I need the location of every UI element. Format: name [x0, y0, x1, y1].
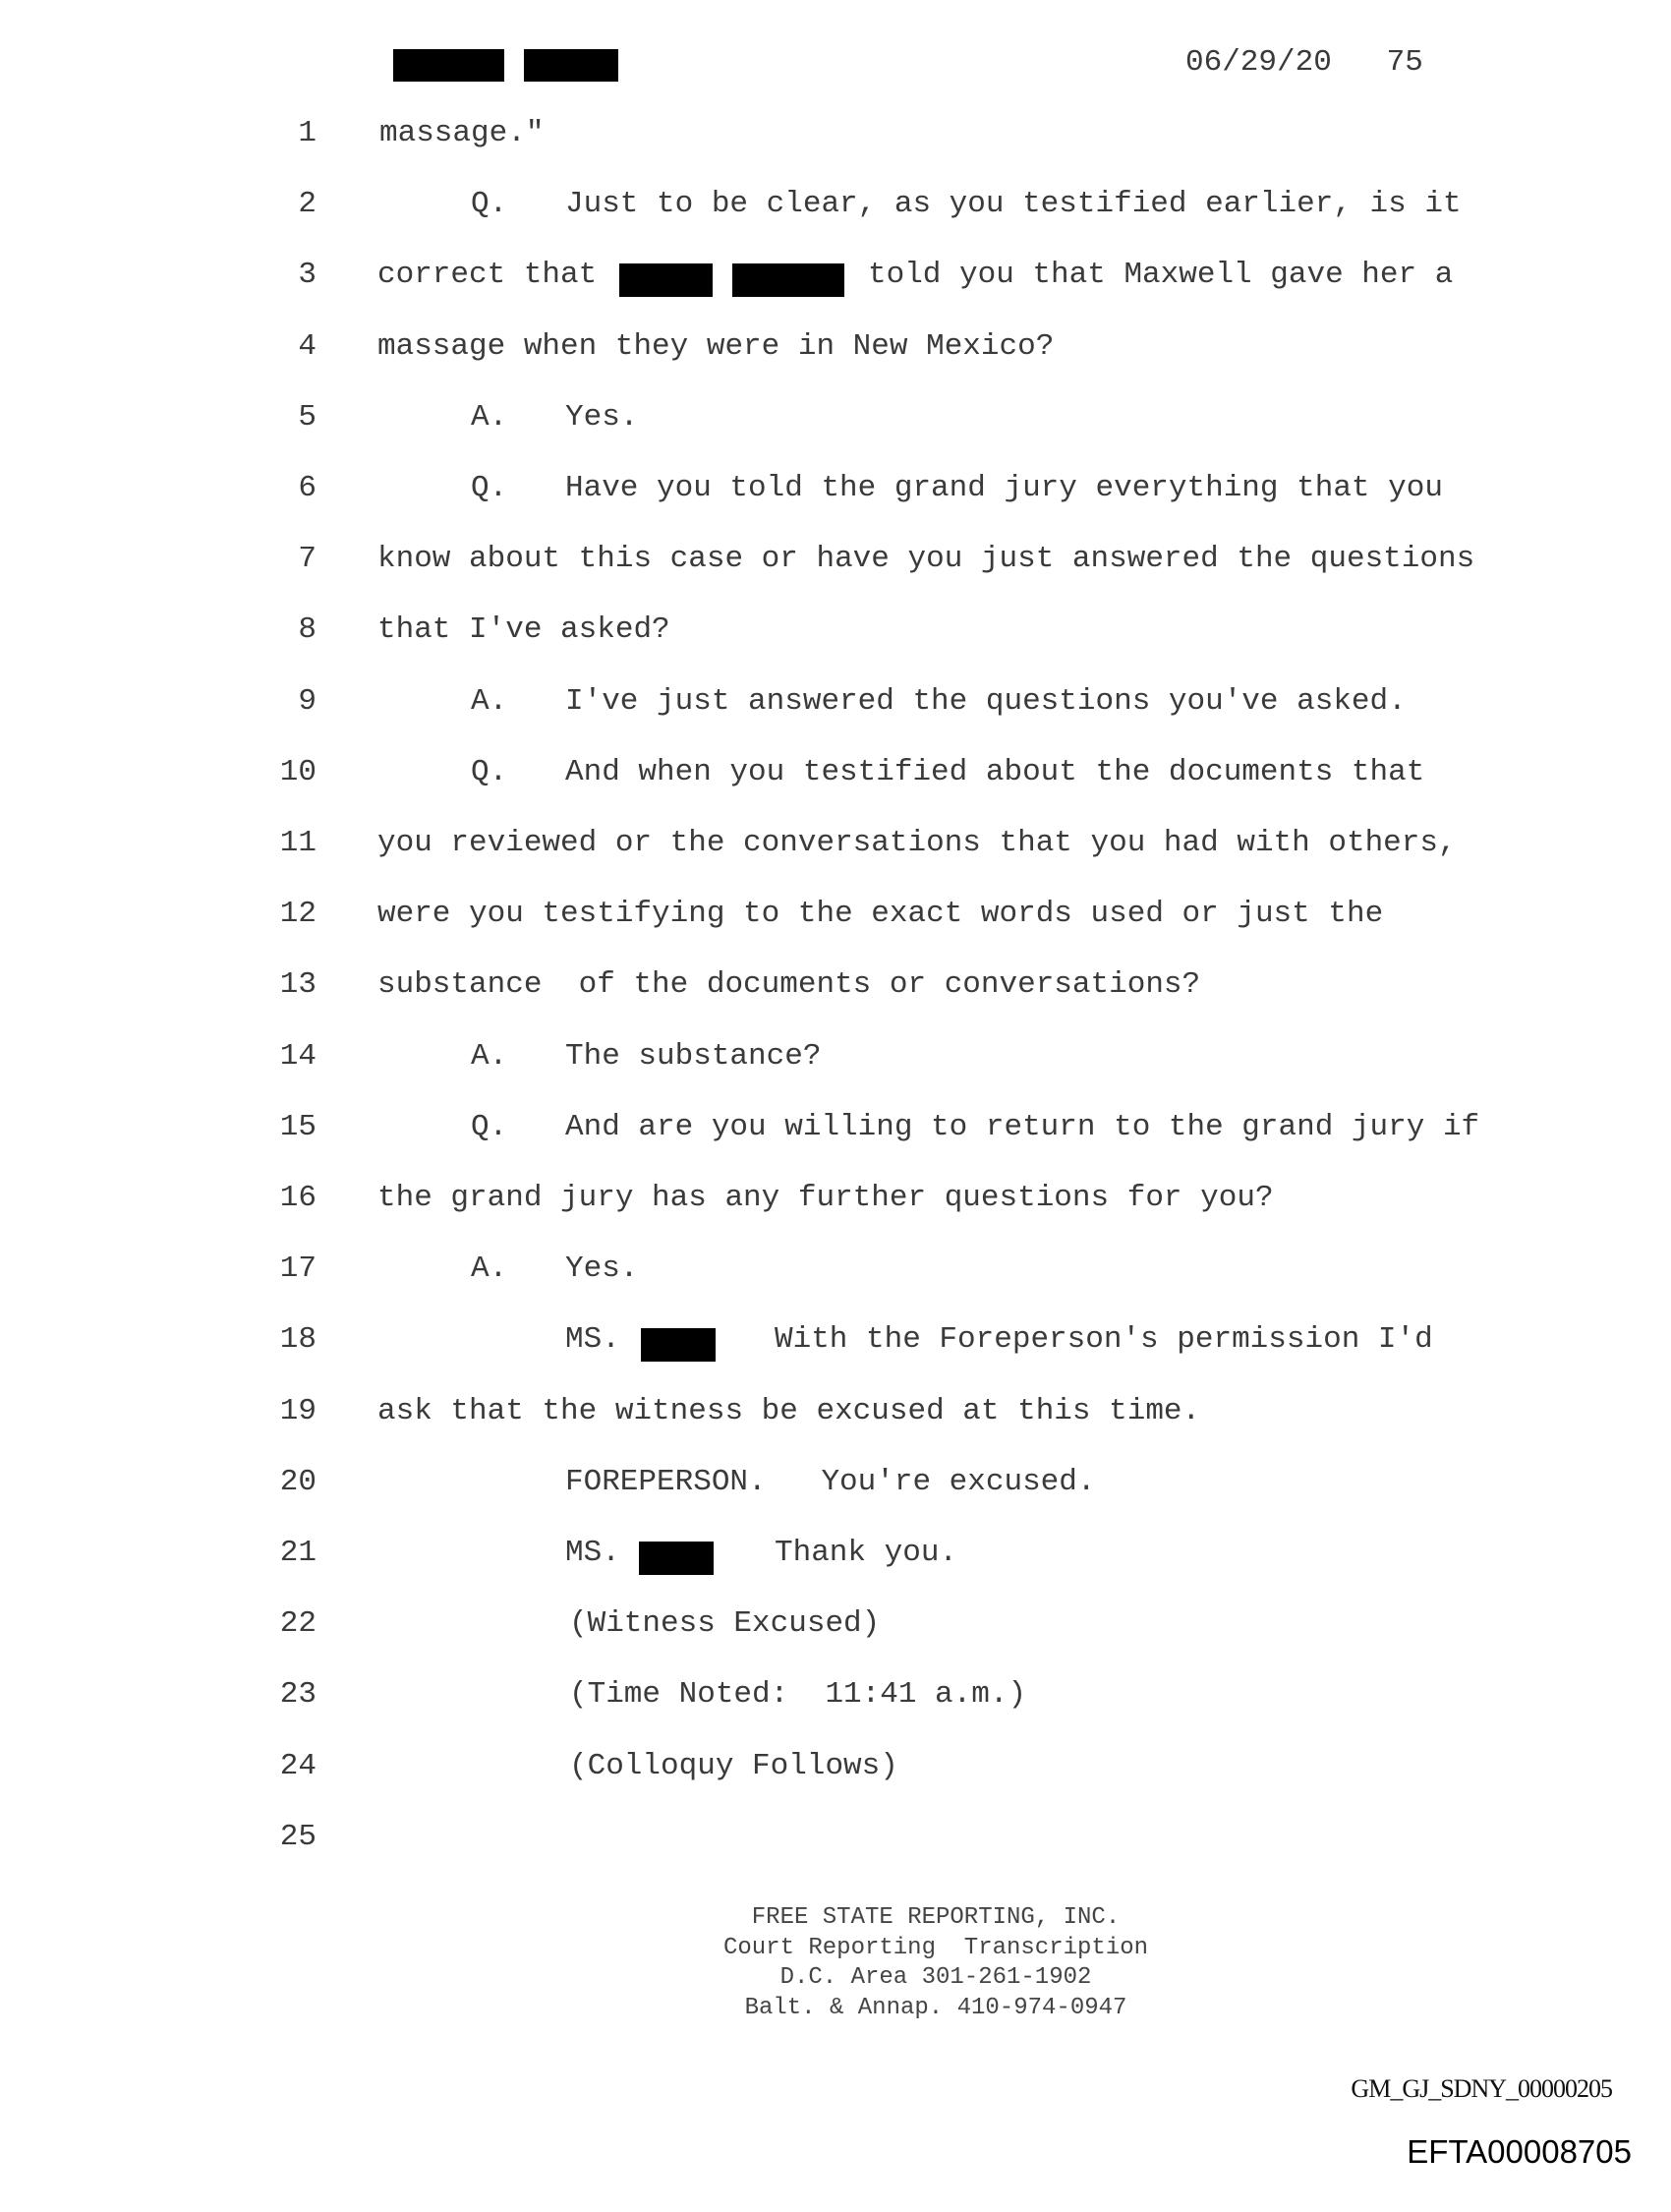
- transcript-line: [0, 967, 1671, 1017]
- line-number: 7: [298, 542, 317, 577]
- footer-dc-phone: D.C. Area 301-261-1902: [779, 1964, 1092, 1991]
- transcript-line: [0, 1749, 1671, 1798]
- line-number: 6: [298, 471, 317, 505]
- line-number: 13: [279, 967, 317, 1003]
- line-number: 22: [279, 1606, 317, 1642]
- redaction-box: [641, 1328, 716, 1362]
- transcript-line: [0, 116, 1671, 165]
- line-text: I've just answered the questions you've asked.: [565, 683, 1407, 719]
- line-number: 21: [279, 1536, 317, 1570]
- line-number: 10: [279, 754, 317, 789]
- line-text: (Time Noted: 11:41 a.m.): [569, 1677, 1027, 1713]
- line-text: Q.: [471, 471, 508, 505]
- transcript-line: [0, 1181, 1671, 1230]
- line-number: 18: [279, 1322, 317, 1358]
- line-number: 9: [298, 683, 317, 719]
- line-text: Q.: [471, 1109, 508, 1144]
- line-text: told you that Maxwell gave her a: [868, 258, 1454, 293]
- line-text: And when you testified about the documents that: [565, 754, 1425, 789]
- line-text: that I've asked?: [377, 612, 670, 648]
- line-number: 12: [279, 897, 317, 932]
- line-text: A.: [471, 399, 508, 435]
- line-number: 4: [298, 328, 317, 364]
- line-text: FOREPERSON. You're excused.: [565, 1464, 1096, 1499]
- line-text: Just to be clear, as you testified earlier, is it: [565, 187, 1462, 222]
- line-text: Have you told the grand jury everything that you: [565, 471, 1443, 505]
- line-text: MS.: [565, 1536, 620, 1570]
- redaction-box: [619, 263, 713, 297]
- efta-number: EFTA00008705: [1407, 2133, 1632, 2170]
- line-number: 8: [298, 612, 317, 648]
- line-number: 14: [279, 1038, 317, 1074]
- transcript-line: [0, 755, 1671, 804]
- transcript-line: [0, 1394, 1671, 1443]
- line-text: Yes.: [565, 1252, 639, 1287]
- line-number: 19: [279, 1393, 317, 1428]
- line-text: ask that the witness be excused at this time.: [377, 1393, 1201, 1428]
- line-text: MS.: [565, 1322, 620, 1358]
- footer-company: FREE STATE REPORTING, INC.: [751, 1904, 1121, 1931]
- line-number: 20: [279, 1464, 317, 1499]
- line-text: massage when they were in New Mexico?: [377, 328, 1055, 364]
- line-text: were you testifying to the exact words used or just the: [377, 897, 1384, 932]
- reporter-footer: [0, 1903, 1671, 2023]
- page-number: 75: [1386, 45, 1423, 80]
- line-number: 25: [279, 1819, 317, 1854]
- line-number: 5: [298, 399, 317, 435]
- footer-balt-phone: Balt. & Annap. 410-974-0947: [744, 1994, 1127, 2021]
- transcript-line: [0, 1677, 1671, 1726]
- line-text: A.: [471, 683, 508, 719]
- transcript-line: [0, 400, 1671, 449]
- bates-number: GM_GJ_SDNY_00000205: [1351, 2074, 1612, 2103]
- line-number: 3: [298, 258, 317, 293]
- line-text: A.: [471, 1038, 508, 1074]
- transcript-line: [0, 258, 1671, 307]
- line-text: the grand jury has any further questions for you?: [377, 1181, 1274, 1215]
- header-date-page: [1185, 45, 1423, 80]
- line-text: you reviewed or the conversations that you had with others,: [377, 826, 1457, 860]
- line-number: 24: [279, 1748, 317, 1783]
- line-text: A.: [471, 1252, 508, 1287]
- line-text: (Colloquy Follows): [569, 1748, 898, 1783]
- line-number: 11: [279, 826, 317, 860]
- line-number: 15: [279, 1109, 317, 1144]
- line-text: The substance?: [565, 1038, 822, 1074]
- line-text: know about this case or have you just answered the questions: [377, 542, 1475, 577]
- transcript-line: [0, 1606, 1671, 1656]
- redaction-box: [524, 49, 618, 82]
- transcript-line: [0, 187, 1671, 236]
- line-text: And are you willing to return to the grand jury if: [565, 1109, 1480, 1144]
- transcript-line: [0, 471, 1671, 520]
- line-text: Q.: [471, 187, 508, 222]
- transcript-line: [0, 329, 1671, 378]
- line-number: 16: [279, 1181, 317, 1215]
- transcript-line: [0, 1820, 1671, 1869]
- transcript-line: [0, 826, 1671, 875]
- transcript-line: [0, 1322, 1671, 1371]
- line-text: correct that: [377, 258, 598, 293]
- transcript-line: [0, 1536, 1671, 1585]
- redaction-box: [732, 263, 844, 297]
- line-text: massage.": [379, 116, 545, 150]
- transcript-line: [0, 1110, 1671, 1159]
- transcript-line: [0, 1465, 1671, 1514]
- transcript-line: [0, 542, 1671, 591]
- line-text: Yes.: [565, 399, 639, 435]
- transcript-line: [0, 684, 1671, 733]
- transcript-line: [0, 612, 1671, 662]
- line-number: 17: [279, 1252, 317, 1287]
- line-text: With the Foreperson's permission I'd: [775, 1322, 1433, 1358]
- transcript-line: [0, 1039, 1671, 1088]
- line-text: Q.: [471, 754, 508, 789]
- transcript-line: [0, 897, 1671, 946]
- line-text: substance of the documents or conversations?: [377, 967, 1201, 1003]
- header-date: 06/29/20: [1185, 45, 1332, 80]
- redaction-box: [393, 49, 504, 82]
- redaction-box: [639, 1542, 714, 1575]
- footer-services: Court Reporting Transcription: [722, 1934, 1149, 1961]
- line-number: 1: [298, 116, 317, 150]
- line-text: (Witness Excused): [569, 1606, 881, 1642]
- transcript-line: [0, 1252, 1671, 1301]
- line-text: Thank you.: [775, 1536, 958, 1570]
- line-number: 2: [298, 187, 317, 222]
- line-number: 23: [279, 1677, 317, 1713]
